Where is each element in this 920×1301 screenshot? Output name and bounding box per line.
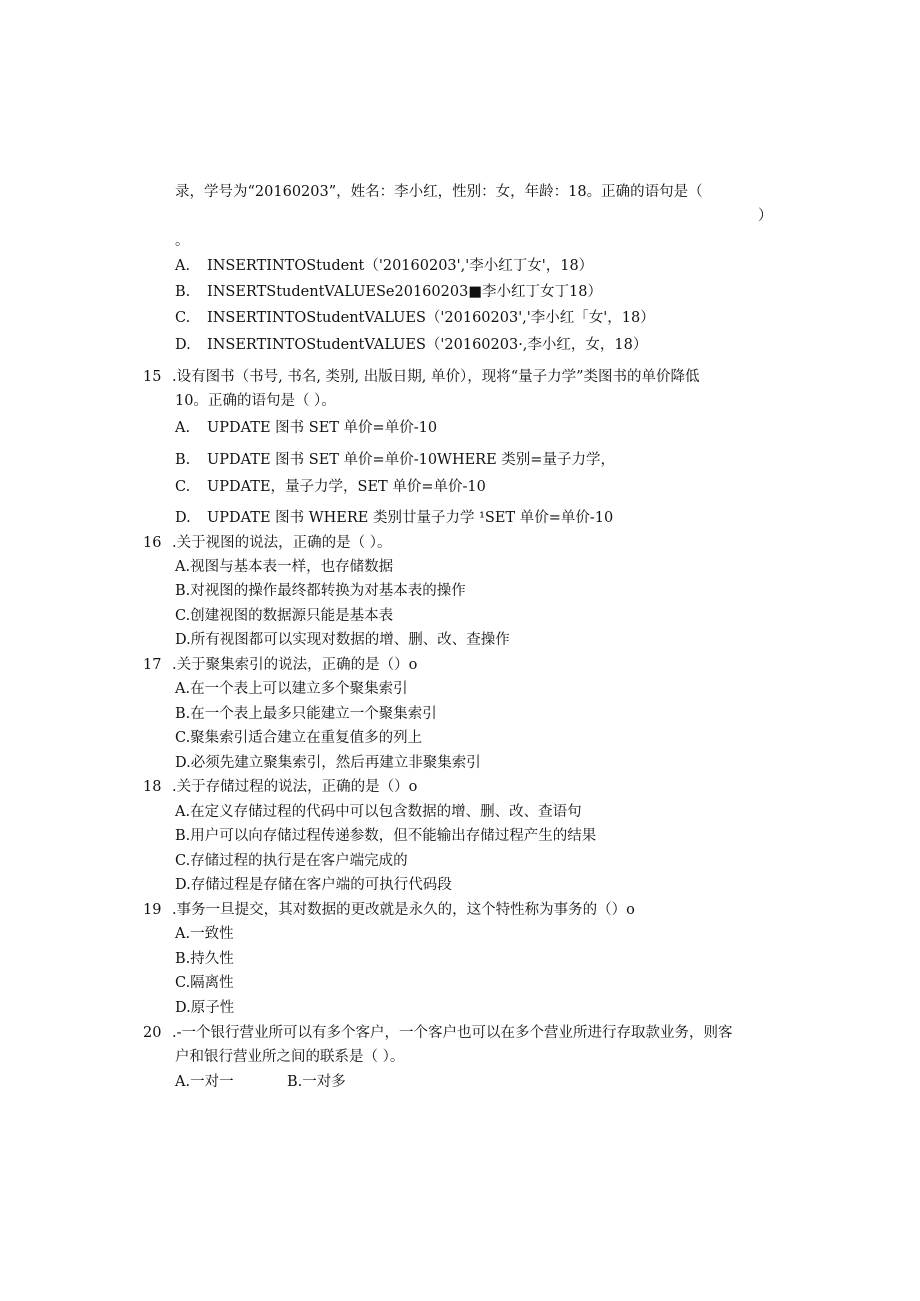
q20-option-a: A.一对一	[175, 1074, 234, 1090]
q17-option-a: A.在一个表上可以建立多个聚集索引	[175, 681, 408, 697]
q18-option-b: B.用户可以向存储过程传递参数，但不能输出存储过程产生的结果	[175, 828, 597, 844]
q15-option-d: D. UPDATE 图书 WHERE 类别廿量子力学 ¹SET 单价=单价-10	[175, 510, 614, 526]
q19-stem: .事务一旦提交，其对数据的更改就是永久的，这个特性称为事务的（）o	[172, 902, 635, 918]
q15-stem-line1: .设有图书（书号, 书名, 类别, 出版日期, 单价），现将“量子力学”类图书的单价降低	[172, 369, 700, 385]
q16-option-a: A.视图与基本表一样，也存储数据	[175, 559, 394, 575]
q15-option-c: C. UPDATE，量子力学，SET 单价=单价-10	[175, 479, 486, 495]
q17-option-d: D.必须先建立聚集索引，然后再建立非聚集索引	[175, 755, 481, 771]
q17-stem: .关于聚集索引的说法，正确的是（）o	[172, 657, 418, 673]
q16-option-b: B.对视图的操作最终都转换为对基本表的操作	[175, 583, 466, 599]
q15-number: 15	[143, 369, 162, 385]
q19-option-d: D.原子性	[175, 1000, 235, 1016]
q16-stem: .关于视图的说法，正确的是（ ）。	[172, 535, 392, 551]
q16-number: 16	[143, 535, 162, 551]
q19-option-b: B.持久性	[175, 951, 234, 967]
q18-number: 18	[143, 779, 162, 795]
q17-number: 17	[143, 657, 162, 673]
q15-option-a: A. UPDATE 图书 SET 单价=单价-10	[175, 420, 438, 436]
q14-close-paren: ）	[758, 208, 773, 224]
q19-option-a: A.一致性	[175, 926, 234, 942]
q14-option-c: C. INSERTINTOStudentVALUES（'20160203','李小红「女'，18）	[175, 310, 655, 326]
q20-stem-line2: 户和银行营业所之间的联系是（ ）。	[175, 1049, 405, 1065]
q20-option-b: B.一对多	[287, 1074, 346, 1090]
q20-number: 20	[143, 1025, 162, 1041]
q14-option-a: A. INSERTINTOStudent（'20160203','李小红丁女'，18）	[175, 258, 594, 274]
q18-option-c: C.存储过程的执行是在客户端完成的	[175, 853, 408, 869]
q19-option-c: C.隔离性	[175, 975, 234, 991]
q18-option-a: A.在定义存储过程的代码中可以包含数据的增、删、改、查语句	[175, 804, 582, 820]
q17-option-c: C.聚集索引适合建立在重复值多的列上	[175, 730, 423, 746]
q16-option-c: C.创建视图的数据源只能是基本表	[175, 608, 394, 624]
q19-number: 19	[143, 902, 162, 918]
q15-option-b: B. UPDATE 图书 SET 单价=单价-10WHERE 类别=量子力学，	[175, 452, 615, 468]
q18-option-d: D.存储过程是存储在客户端的可执行代码段	[175, 877, 452, 893]
q14-option-d: D. INSERTINTOStudentVALUES（'20160203·,李小红，女，18）	[175, 337, 648, 353]
q18-stem: .关于存储过程的说法，正确的是（）o	[172, 779, 418, 795]
q17-option-b: B.在一个表上最多只能建立一个聚集索引	[175, 706, 437, 722]
q15-stem-line2: 10。正确的语句是（ ）。	[175, 393, 336, 409]
q20-stem-line1: .-一个银行营业所可以有多个客户，一个客户也可以在多个营业所进行存取款业务，则客	[172, 1025, 733, 1041]
q16-option-d: D.所有视图都可以实现对数据的增、删、改、查操作	[175, 632, 510, 648]
q14-option-b: B. INSERTStudentVALUESe20160203■李小红丁女丁18）	[175, 284, 602, 300]
q14-period: 。	[175, 233, 190, 249]
q14-stem-line: 录，学号为“20160203”，姓名：李小红，性别：女，年龄：18。正确的语句是（	[175, 184, 703, 200]
